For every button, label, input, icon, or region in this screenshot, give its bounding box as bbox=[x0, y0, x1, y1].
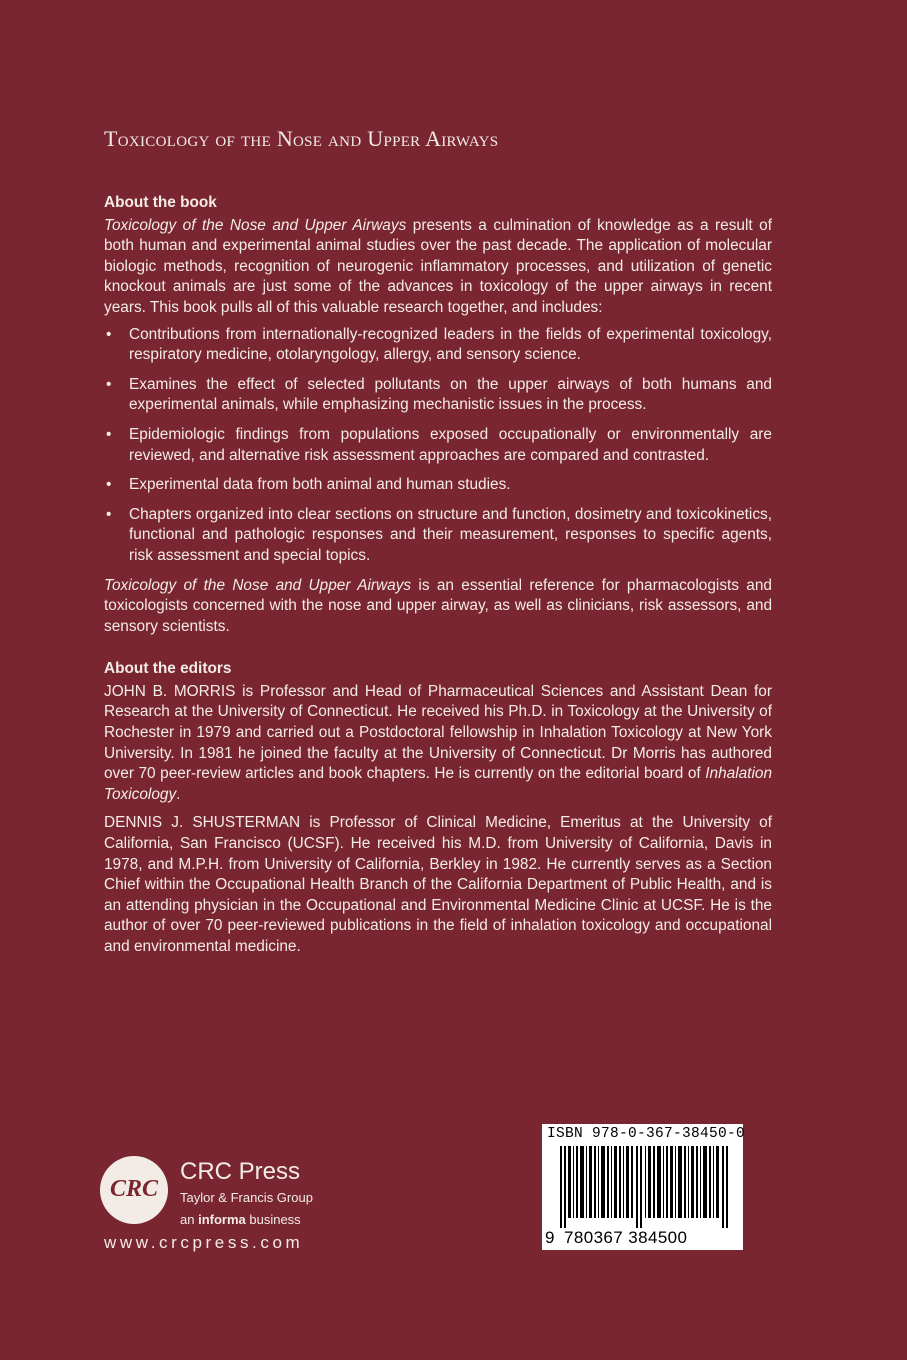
back-cover-content bbox=[104, 193, 772, 958]
morris-bio-end: . bbox=[176, 785, 181, 803]
bullet-icon: • bbox=[106, 476, 112, 494]
isbn-label: ISBN 978-0-367-38450-0 bbox=[547, 1126, 746, 1142]
publisher-group: Taylor & Francis Group bbox=[180, 1190, 313, 1205]
barcode-lead-digit: 9 bbox=[545, 1228, 555, 1247]
crc-logo-icon bbox=[100, 1156, 168, 1224]
book-title: Toxicology of the Nose and Upper Airways bbox=[104, 126, 499, 151]
about-editors-heading: About the editors bbox=[104, 660, 232, 678]
bullet-icon: • bbox=[106, 375, 112, 393]
isbn-barcode bbox=[542, 1124, 746, 1250]
closing-text: is an essential reference for pharmacologists and toxicologists concerned with the nose and upper airway, as well as clinicians, risk assessors, and sensory scientists. bbox=[104, 576, 772, 635]
informa-prefix: an bbox=[180, 1212, 199, 1227]
list-item-text: Epidemiologic findings from populations exposed occupationally or environmentally are reviewed, and alternative risk assessment approaches are compared and contrasted. bbox=[129, 425, 772, 464]
feature-list bbox=[104, 325, 772, 567]
crc-logo-mark: CRC bbox=[109, 1176, 159, 1202]
bullet-icon: • bbox=[106, 425, 112, 443]
list-item bbox=[104, 425, 772, 466]
editor-bio-morris bbox=[104, 682, 772, 806]
editor-bio-shusterman: DENNIS J. SHUSTERMAN is Professor of Clinical Medicine, Emeritus at the University of California, San Francisco (UCSF). He received his M.D. from University of California, Davis in 1978, and M.P.H. from University of California, Berkley in 1982. He currently serves as a Section Chief within the Occupational Health Branch of the California Department of Public Health, and is an attending physician in the Occupational and Environmental Medicine Clinic at UCSF. He is the author of over 70 peer-reviewed publications in the field of inhalation toxicology and occupational and environmental medicine. bbox=[104, 814, 772, 955]
intro-book-title: Toxicology of the Nose and Upper Airways bbox=[104, 216, 407, 234]
morris-bio-text: JOHN B. MORRIS is Professor and Head of Pharmaceutical Sciences and Assistant Dean for Research at the University of Connecticut. He received his Ph.D. in Toxicology at the University of Rochester in 1979 and carried out a Postdoctoral fellowship in Inhalation Toxicology at New York University. In 1981 he joined the faculty at the University of Connecticut. Dr Morris has authored over 70 peer-review articles and book chapters. He is currently on the editorial board of bbox=[104, 682, 772, 783]
bullet-icon: • bbox=[106, 505, 112, 523]
informa-tagline bbox=[180, 1212, 301, 1227]
list-item-text: Experimental data from both animal and human studies. bbox=[129, 476, 511, 494]
list-item-text: Chapters organized into clear sections on structure and function, dosimetry and toxicokinetics, functional and pathologic responses and their measurement, responses to specific agents, risk assessment and special topics. bbox=[129, 505, 772, 564]
journal-title: Inhalation Toxicology bbox=[104, 765, 772, 803]
intro-text: presents a culmination of knowledge as a result of both human and experimental animal studies over the past decade. The application of molecular biologic methods, recognition of neurogenic inflammatory processes, and utilization of genetic knockout animals are just some of the advances in toxicology of the upper airways in recent years. This book pulls all of this valuable research together, and includes: bbox=[104, 216, 772, 316]
about-book-closing bbox=[104, 576, 772, 638]
closing-book-title: Toxicology of the Nose and Upper Airways bbox=[104, 576, 412, 594]
informa-brand: informa bbox=[198, 1212, 246, 1227]
list-item bbox=[104, 475, 772, 496]
informa-suffix: business bbox=[245, 1212, 301, 1227]
bullet-icon: • bbox=[106, 325, 112, 343]
list-item bbox=[104, 375, 772, 416]
list-item-text: Examines the effect of selected pollutants on the upper airways of both humans and experimental animals, while emphasizing mechanistic issues in the process. bbox=[129, 375, 772, 414]
about-book-intro bbox=[104, 216, 772, 319]
barcode-bars-icon bbox=[548, 1146, 738, 1228]
list-item bbox=[104, 505, 772, 567]
publisher-name: CRC Press bbox=[180, 1158, 301, 1185]
publisher-website: www.crcpress.com bbox=[104, 1233, 304, 1252]
list-item bbox=[104, 325, 772, 366]
about-book-heading: About the book bbox=[104, 194, 217, 211]
barcode-digits: 780367 384500 bbox=[564, 1228, 688, 1247]
list-item-text: Contributions from internationally-recognized leaders in the fields of experimental toxicology, respiratory medicine, otolaryngology, allergy, and sensory science. bbox=[129, 325, 772, 364]
